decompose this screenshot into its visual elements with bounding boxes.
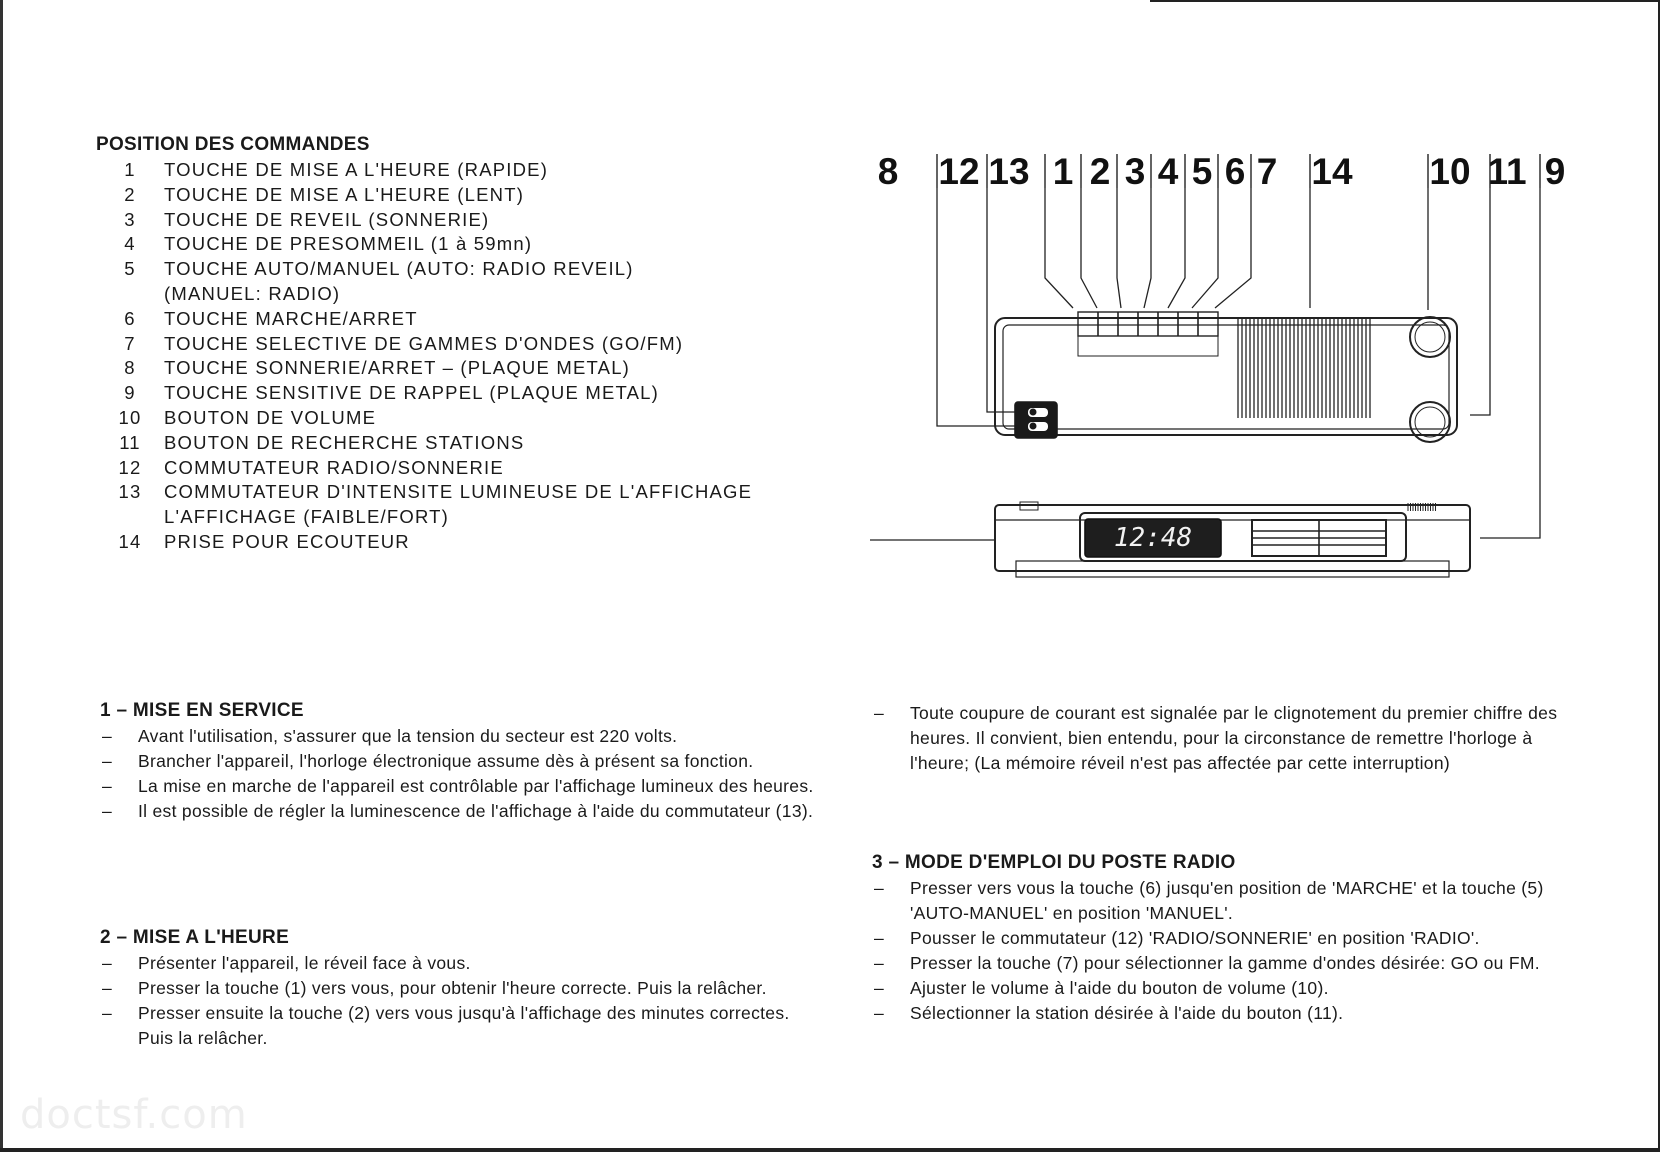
power-failure-note: [872, 701, 1572, 776]
diagram-label: 8: [877, 151, 899, 192]
diagram-label: 12: [938, 151, 980, 192]
controls-item-number: 9: [124, 382, 136, 404]
clock-time: 12:48: [1113, 523, 1193, 553]
section-mise-en-service: [100, 698, 820, 824]
diagram-label: 7: [1256, 151, 1278, 192]
list-item: – Presser la touche (1) vers vous, pour obtenir l'heure correcte. Puis la relâcher.: [100, 976, 820, 1001]
controls-item: [96, 381, 752, 406]
controls-item-number: 12: [118, 456, 142, 478]
radio-clock-diagram: [870, 140, 1590, 600]
controls-item-text: BOUTON DE RECHERCHE STATIONS: [164, 431, 525, 453]
controls-item-text: TOUCHE SONNERIE/ARRET – (PLAQUE METAL): [164, 357, 631, 379]
controls-item: [96, 208, 752, 233]
controls-item-number: 10: [118, 406, 142, 428]
controls-item-text: TOUCHE AUTO/MANUEL (AUTO: RADIO REVEIL) (MANUEL: RADIO): [164, 258, 634, 304]
speaker-grille: [1238, 318, 1370, 418]
list-item: – La mise en marche de l'appareil est contrôlable par l'affichage lumineux des heures.: [100, 774, 820, 799]
diagram-label: 1: [1052, 151, 1074, 192]
controls-item-text: BOUTON DE VOLUME: [164, 406, 377, 428]
controls-item: [96, 530, 752, 555]
diagram-label: 2: [1089, 151, 1111, 192]
list-item: – Presser vers vous la touche (6) jusqu'en position de 'MARCHE' et la touche (5) 'AUTO-MANUEL' en position 'MANUEL'.: [872, 876, 1582, 926]
controls-item-text: TOUCHE DE MISE A L'HEURE (RAPIDE): [164, 159, 549, 180]
controls-item: [96, 232, 752, 257]
controls-item: [96, 158, 752, 183]
list-item: – Avant l'utilisation, s'assurer que la tension du secteur est 220 volts.: [100, 724, 820, 749]
leader-lines: [870, 188, 1540, 540]
list-item: – Présenter l'appareil, le réveil face à vous.: [100, 951, 820, 976]
diagram-label: 11: [1487, 151, 1527, 192]
controls-item-number: 13: [118, 481, 142, 503]
page-border-left: [0, 0, 3, 1152]
radio-top-view: [995, 312, 1457, 442]
section-title: 3 – MODE D'EMPLOI DU POSTE RADIO: [872, 852, 1236, 873]
diagram-label: 13: [988, 151, 1030, 192]
diagram-label: 14: [1311, 151, 1353, 192]
controls-item-number: 3: [124, 208, 136, 230]
controls-item-number: 7: [124, 332, 136, 354]
watermark: doctsf.com: [20, 1092, 248, 1138]
controls-item-text: COMMUTATEUR RADIO/SONNERIE: [164, 456, 504, 478]
controls-item-text: TOUCHE MARCHE/ARRET: [164, 307, 418, 329]
controls-item: [96, 356, 752, 381]
diagram-label: 3: [1124, 151, 1146, 192]
controls-item: [96, 406, 752, 431]
controls-item-number: 6: [124, 307, 136, 329]
function-buttons: [1078, 312, 1218, 336]
list-item: – Presser la touche (7) pour sélectionner la gamme d'ondes désirée: GO ou FM.: [872, 951, 1582, 976]
controls-item-number: 14: [118, 530, 142, 552]
list-item: – Pousser le commutateur (12) 'RADIO/SONNERIE' en position 'RADIO'.: [872, 926, 1582, 951]
controls-item-text: PRISE POUR ECOUTEUR: [164, 530, 410, 552]
controls-item: [96, 307, 752, 332]
controls-item: [96, 257, 752, 307]
controls-item-text: TOUCHE DE PRESOMMEIL (1 à 59mn): [164, 233, 533, 255]
controls-item: [96, 332, 752, 357]
radio-front-view: [995, 502, 1470, 577]
controls-list: [96, 158, 752, 555]
controls-item-text: TOUCHE SENSITIVE DE RAPPEL (PLAQUE METAL): [164, 382, 660, 404]
controls-item: [96, 480, 752, 530]
list-item: – Ajuster le volume à l'aide du bouton de volume (10).: [872, 976, 1582, 1001]
list-item: – Presser ensuite la touche (2) vers vous jusqu'à l'affichage des minutes correctes. Puis la relâcher.: [100, 1001, 820, 1051]
controls-item-number: 8: [124, 357, 136, 379]
controls-item-text: TOUCHE DE MISE A L'HEURE (LENT): [164, 183, 525, 205]
diagram-label: 4: [1157, 151, 1179, 192]
section-title: 1 – MISE EN SERVICE: [100, 700, 304, 721]
diagram-label: 5: [1191, 151, 1213, 192]
volume-knob: [1410, 317, 1450, 357]
list-item: – Toute coupure de courant est signalée par le clignotement du premier chiffre des heures. Il convient, bien entendu, pour la circonstance de remettre l'horloge à l'heure; (La mémoire réveil n'est pas affectée par cette interruption): [872, 701, 1572, 776]
controls-item: [96, 183, 752, 208]
section-title: 2 – MISE A L'HEURE: [100, 927, 290, 948]
diagram-label: 9: [1544, 151, 1566, 192]
section-mode-emploi-radio: [872, 850, 1582, 1026]
switches-block: [1015, 402, 1057, 438]
controls-item-text: COMMUTATEUR D'INTENSITE LUMINEUSE DE L'AFFICHAGE L'AFFICHAGE (FAIBLE/FORT): [164, 481, 753, 528]
diagram-label: 10: [1429, 151, 1471, 192]
controls-item: [96, 431, 752, 456]
diagram-label: 6: [1224, 151, 1246, 192]
section-mise-a-l-heure: [100, 925, 820, 1051]
controls-item-number: 5: [124, 258, 136, 280]
list-item: – Sélectionner la station désirée à l'aide du bouton (11).: [872, 1001, 1582, 1026]
controls-title: POSITION DES COMMANDES: [96, 134, 370, 155]
page-border-bottom: [0, 1148, 1660, 1152]
list-item: – Brancher l'appareil, l'horloge électronique assume dès à présent sa fonction.: [100, 749, 820, 774]
controls-item-number: 1: [124, 159, 136, 180]
controls-item-text: TOUCHE DE REVEIL (SONNERIE): [164, 208, 490, 230]
controls-item: [96, 456, 752, 481]
list-item: – Il est possible de régler la luminescence de l'affichage à l'aide du commutateur (13).: [100, 799, 820, 824]
page-border-top: [1150, 0, 1660, 2]
controls-item-number: 2: [124, 183, 136, 205]
controls-item-text: TOUCHE SELECTIVE DE GAMMES D'ONDES (GO/FM): [164, 332, 684, 354]
controls-item-number: 4: [124, 233, 136, 255]
controls-item-number: 11: [119, 431, 141, 453]
